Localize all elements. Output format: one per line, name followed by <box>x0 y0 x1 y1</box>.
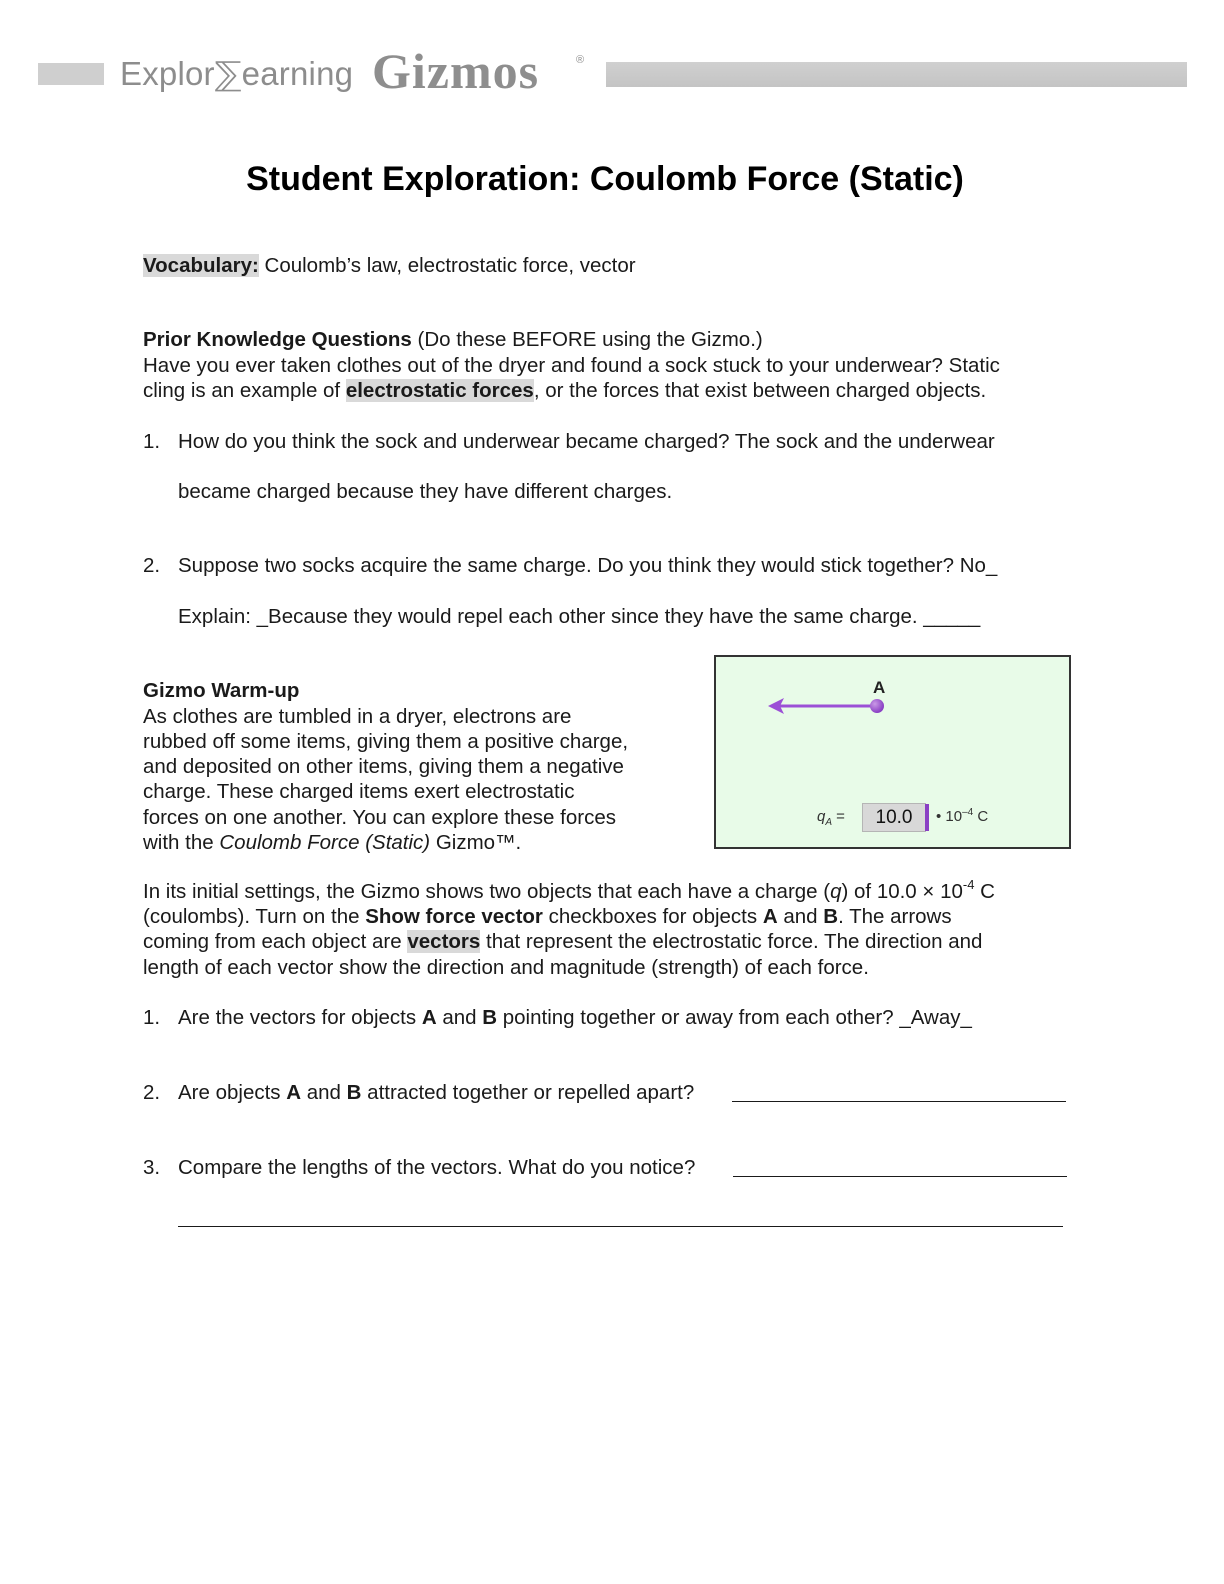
wq2-and: and <box>301 1081 347 1104</box>
initial-l1-exponent: -4 <box>962 877 975 892</box>
wq1-b: B <box>482 1006 498 1029</box>
prior-q1-number: 1. <box>143 430 161 453</box>
warmup-q3-number: 3. <box>143 1156 161 1179</box>
warmup-q2-answer-line[interactable] <box>732 1101 1066 1102</box>
warmup-l6-post: Gizmo™. <box>430 831 522 854</box>
initial-l1-post: C <box>974 880 995 903</box>
warmup-line-1: As clothes are tumbled in a dryer, electrons are <box>143 705 572 728</box>
warmup-q2-number: 2. <box>143 1081 161 1104</box>
prior-q2-explain[interactable]: Explain: _Because they would repel each other since they have the same charge. _____ <box>178 605 981 628</box>
wq1-a: A <box>421 1006 437 1029</box>
initial-l2-and: and <box>777 905 824 928</box>
warmup-q3-answer-line-1[interactable] <box>733 1176 1067 1177</box>
initial-l2-pre: (coulombs). Turn on the <box>143 905 366 928</box>
gizmo-name: Coulomb Force (Static) <box>219 831 431 854</box>
warmup-l6-pre: with the <box>143 831 220 854</box>
wq2-b: B <box>346 1081 362 1104</box>
warmup-q3-answer-line-2[interactable] <box>178 1226 1063 1227</box>
gizmo-screenshot-panel <box>714 655 1071 849</box>
page-title: Student Exploration: Coulomb Force (Static) <box>246 160 964 198</box>
unit-coulomb: C <box>973 808 989 825</box>
prior-knowledge-note: (Do these BEFORE using the Gizmo.) <box>411 328 763 351</box>
initial-l2-b: B <box>823 905 839 928</box>
prior-q2-line-1[interactable]: Suppose two socks acquire the same charge. Do you think they would stick together? No_ <box>178 554 998 577</box>
initial-l2-post: . The arrows <box>838 905 952 928</box>
initial-line-2 <box>143 904 952 929</box>
brand-gizmos: Gizmos <box>372 43 540 99</box>
prior-q2-number: 2. <box>143 554 161 577</box>
warmup-line-6 <box>143 830 521 855</box>
warmup-line-3: and deposited on other items, giving them a negative <box>143 755 624 778</box>
term-vectors: vectors <box>407 930 481 953</box>
wq2-post: attracted together or repelled apart? <box>361 1081 695 1104</box>
initial-l1-pre: In its initial settings, the Gizmo shows two objects that each have a charge ( <box>143 880 831 903</box>
initial-l2-mid: checkboxes for objects <box>542 905 763 928</box>
warmup-q1[interactable] <box>178 1005 972 1030</box>
initial-l3-pre: coming from each object are <box>143 930 408 953</box>
initial-l2-a: A <box>762 905 778 928</box>
charge-symbol: q <box>817 808 826 825</box>
initial-l3-post: that represent the electrostatic force. The direction and <box>480 930 983 953</box>
prior-knowledge-heading: Prior Knowledge Questions <box>143 328 412 351</box>
object-a-label: A <box>873 678 886 697</box>
force-vector-arrow-icon <box>766 693 886 719</box>
charge-label <box>817 808 845 828</box>
vocabulary-label: Vocabulary: <box>143 254 259 277</box>
wq2-pre: Are objects <box>178 1081 287 1104</box>
wq1-and: and <box>436 1006 483 1029</box>
header-bar-left <box>38 63 104 85</box>
charge-equals: = <box>832 808 845 825</box>
prior-paragraph-line-1: Have you ever taken clothes out of the dryer and found a sock stuck to your underwear? Static <box>143 354 1000 377</box>
warmup-q2 <box>178 1080 694 1105</box>
term-electrostatic-forces: electrostatic forces <box>345 379 534 402</box>
warmup-q1-number: 1. <box>143 1006 161 1029</box>
warmup-heading: Gizmo Warm-up <box>143 679 300 702</box>
prior-q1-line-1: How do you think the sock and underwear became charged? The sock and the underwear <box>178 430 995 453</box>
unit-exponent: –4 <box>962 807 974 818</box>
wq1-pre: Are the vectors for objects <box>178 1006 422 1029</box>
wq1-post: pointing together or away from each other? _Away_ <box>497 1006 972 1029</box>
wq2-a: A <box>286 1081 302 1104</box>
initial-line-1 <box>143 879 995 906</box>
prior-q1-answer[interactable]: became charged because they have different charges. <box>178 480 673 503</box>
warmup-line-2: rubbed off some items, giving them a positive charge, <box>143 730 629 753</box>
brand-explorelearning: Explor⅀earning <box>120 55 354 92</box>
prior-paragraph-line-2 <box>143 378 986 403</box>
vocabulary-line <box>143 253 636 278</box>
header-bar-right <box>606 62 1187 87</box>
initial-line-3 <box>143 929 982 954</box>
initial-l1-q: q <box>830 880 842 903</box>
vocabulary-terms: Coulomb’s law, electrostatic force, vector <box>258 254 636 277</box>
warmup-line-4: charge. These charged items exert electrostatic <box>143 780 575 803</box>
show-force-vector-term: Show force vector <box>365 905 543 928</box>
unit-base: • 10 <box>936 808 963 825</box>
brand-registered-mark: ® <box>576 54 585 66</box>
warmup-line-5: forces on one another. You can explore these forces <box>143 806 616 829</box>
charge-value-field[interactable]: 10.0 <box>862 803 926 832</box>
warmup-q3: Compare the lengths of the vectors. What do you notice? <box>178 1156 696 1179</box>
charge-subscript: A <box>825 817 833 828</box>
charge-unit <box>936 808 988 825</box>
initial-l1-mid: ) of 10.0 × 10 <box>841 880 963 903</box>
prior-p2-post: , or the forces that exist between charged objects. <box>533 379 987 402</box>
charged-object-a[interactable] <box>870 699 884 713</box>
prior-p2-pre: cling is an example of <box>143 379 346 402</box>
initial-line-4: length of each vector show the direction and magnitude (strength) of each force. <box>143 956 869 979</box>
prior-knowledge-heading-line <box>143 327 763 352</box>
charge-slider-handle[interactable] <box>925 804 929 831</box>
